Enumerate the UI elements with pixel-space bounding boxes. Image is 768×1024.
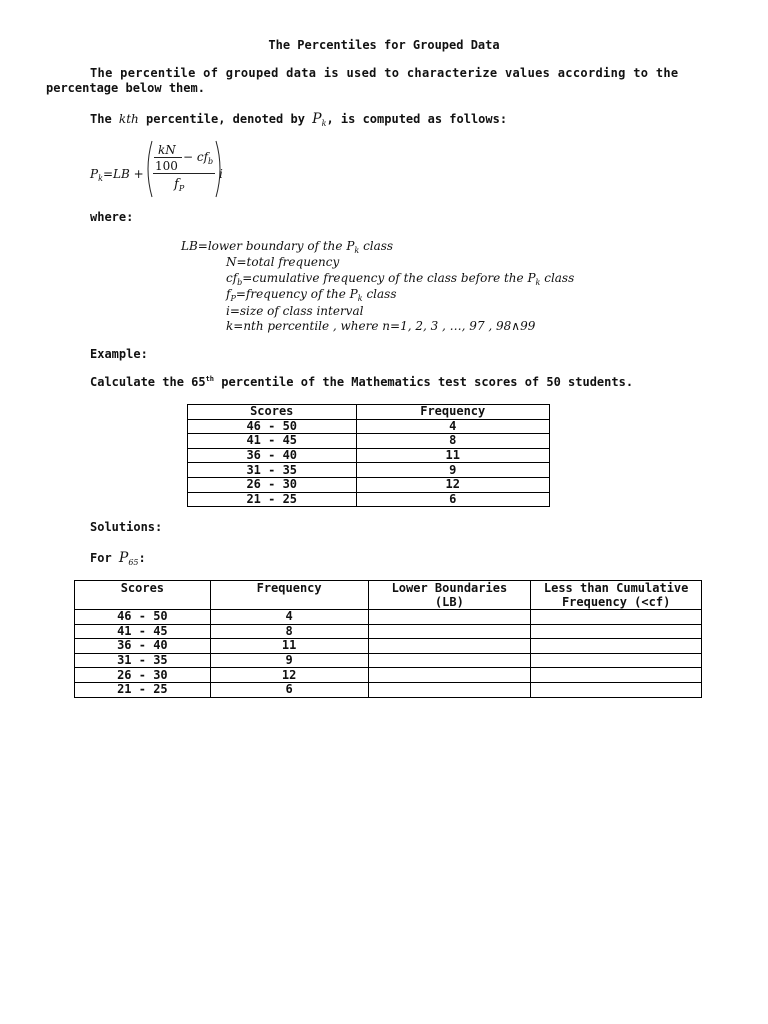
table-row	[188, 463, 550, 478]
formula-f: $f_P$	[174, 177, 185, 193]
table-cell	[368, 624, 531, 639]
definition-prefix: The	[90, 112, 112, 126]
table-cell: 36 - 40	[188, 448, 357, 463]
pk-symbol: $P_k$	[312, 111, 327, 128]
definition-lb: LB=lower boundary of the $P_k$ class	[181, 239, 394, 255]
table-row	[188, 419, 550, 434]
table-cell	[368, 668, 531, 683]
for-p65-label: For $P_{65}$:	[90, 550, 146, 567]
formula-lhs: $P_k=LB$ +	[90, 167, 144, 183]
table-row	[75, 610, 702, 625]
where-label: where:	[90, 210, 134, 224]
table-cell: 21 - 25	[75, 682, 211, 697]
table-header: Scores	[188, 405, 357, 420]
definition-i: i=size of class interval	[226, 304, 364, 318]
table-cell: 11	[356, 448, 550, 463]
formula-100: 100	[155, 159, 178, 173]
example-label: Example:	[90, 347, 148, 361]
table-cell: 4	[356, 419, 550, 434]
table-cell: 12	[356, 477, 550, 492]
inner-fraction-bar	[154, 157, 182, 158]
table-row	[188, 434, 550, 449]
formula-kn: kN	[158, 143, 176, 157]
intro-line-1	[90, 66, 678, 80]
table-cell	[368, 639, 531, 654]
table-cell: 26 - 30	[75, 668, 211, 683]
table-cell: 6	[356, 492, 550, 507]
page-title: The Percentiles for Grouped Data	[268, 38, 500, 52]
table-cell	[531, 639, 702, 654]
intro-text: The percentile of grouped data is used to characterize values according to the	[90, 66, 679, 80]
left-paren	[144, 140, 154, 198]
table-row	[75, 624, 702, 639]
table-cell: 8	[210, 624, 368, 639]
table-cell: 9	[356, 463, 550, 478]
table-cell	[531, 610, 702, 625]
table-header: Less than Cumulative Frequency (<cf)	[531, 581, 702, 610]
table-cell	[531, 668, 702, 683]
table-header-row	[188, 405, 550, 420]
table-cell: 6	[210, 682, 368, 697]
table-row	[75, 653, 702, 668]
table-cell	[531, 682, 702, 697]
table-cell: 41 - 45	[188, 434, 357, 449]
table-cell: 31 - 35	[188, 463, 357, 478]
table-header: Frequency	[356, 405, 550, 420]
intro-line-2: percentage below them.	[46, 81, 205, 95]
table-cell: 9	[210, 653, 368, 668]
table-row	[75, 682, 702, 697]
table-cell	[368, 653, 531, 668]
table-cell: 36 - 40	[75, 639, 211, 654]
table-cell: 46 - 50	[188, 419, 357, 434]
definition-middle: percentile, denoted by	[145, 112, 305, 126]
main-fraction-bar	[153, 173, 215, 174]
table-cell	[531, 624, 702, 639]
definition-line	[90, 111, 507, 128]
table-cell: 21 - 25	[188, 492, 357, 507]
table-cell: 31 - 35	[75, 653, 211, 668]
table-cell	[368, 682, 531, 697]
table-cell: 46 - 50	[75, 610, 211, 625]
table-row	[188, 492, 550, 507]
formula-i: i	[219, 167, 223, 181]
table-cell	[531, 653, 702, 668]
problem-statement: Calculate the 65th percentile of the Mathematics test scores of 50 students.	[90, 375, 634, 389]
table-row	[188, 448, 550, 463]
kth-symbol: kth	[118, 112, 139, 126]
frequency-table	[187, 404, 550, 507]
solutions-label: Solutions:	[90, 520, 163, 534]
table-row	[75, 639, 702, 654]
table-header: Frequency	[210, 581, 368, 610]
definition-k: k=nth percentile , where n=1, 2, 3 , …, 97 , 98∧99	[226, 319, 536, 333]
formula-cf: − $cf_b$	[183, 150, 214, 166]
table-cell: 8	[356, 434, 550, 449]
table-cell: 11	[210, 639, 368, 654]
definition-suffix: , is computed as follows:	[326, 112, 508, 126]
definition-f: $f_P=frequency$ of the $P_k$ class	[226, 287, 397, 303]
table-cell: 4	[210, 610, 368, 625]
table-cell: 26 - 30	[188, 477, 357, 492]
table-row	[75, 668, 702, 683]
table-header: Scores	[75, 581, 211, 610]
definition-n: N=total frequency	[226, 255, 340, 269]
table-header-row	[75, 581, 702, 610]
solution-table	[74, 580, 702, 698]
table-cell	[368, 610, 531, 625]
percentile-formula	[90, 140, 240, 198]
table-cell: 12	[210, 668, 368, 683]
definition-cf: $cf_b=cumulative$ frequency of the class before the $P_k$ class	[226, 271, 575, 287]
table-row	[188, 477, 550, 492]
table-header: Lower Boundaries (LB)	[368, 581, 531, 610]
table-cell: 41 - 45	[75, 624, 211, 639]
